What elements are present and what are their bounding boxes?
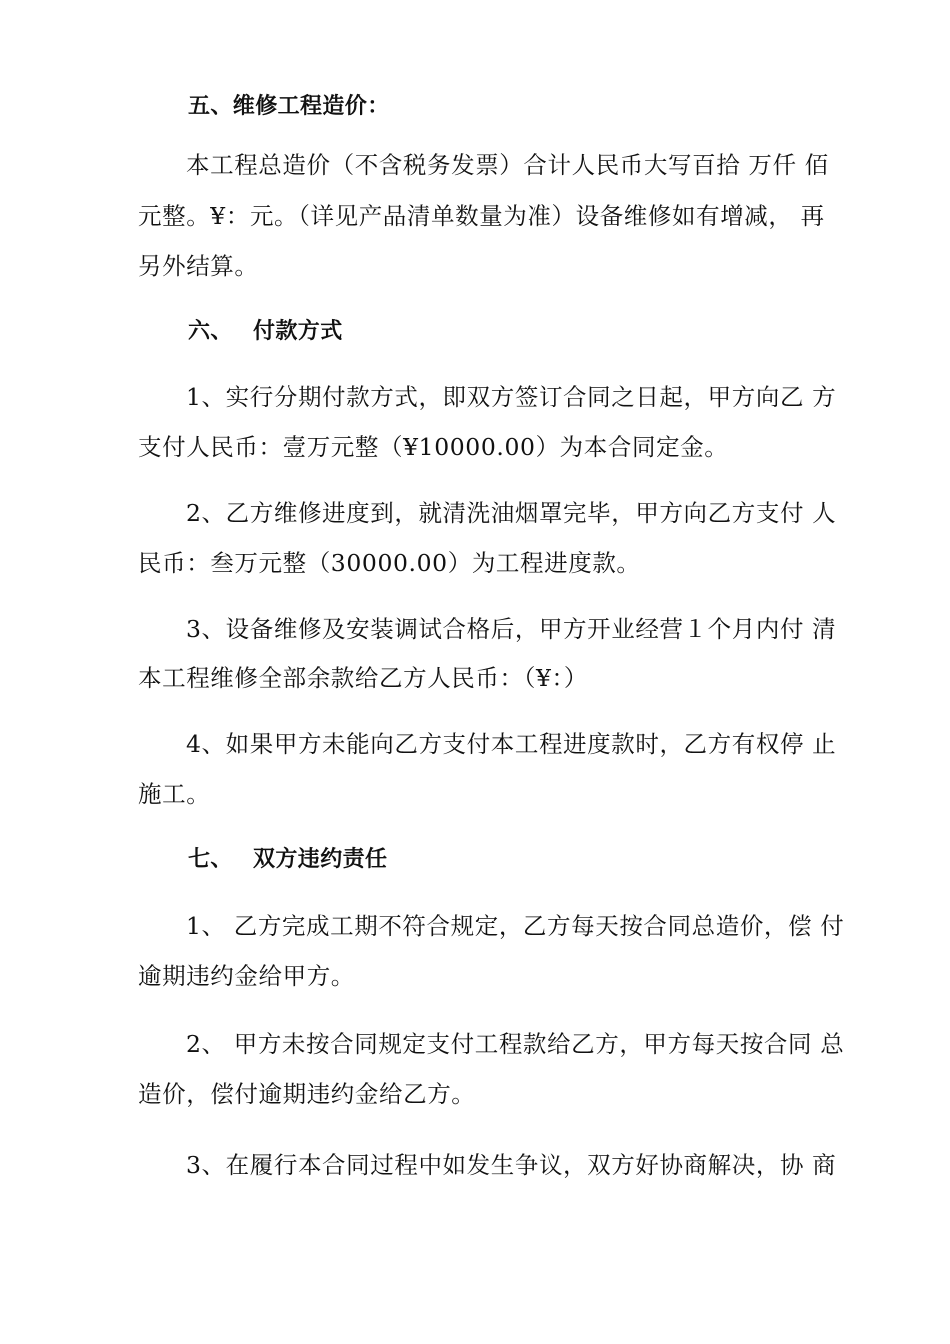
payment-clause-2-line-2: 民币：叁万元整（30000.00）为工程进度款。 bbox=[138, 549, 641, 577]
section-6-heading-title: 付款方式 bbox=[253, 319, 343, 344]
payment-clause-4-line-1: 4、如果甲方未能向乙方支付本工程进度款时，乙方有权停 止 bbox=[186, 730, 837, 758]
liability-clause-2-line-2: 造价，偿付逾期违约金给乙方。 bbox=[138, 1080, 476, 1108]
section-5-heading: 五、维修工程造价： bbox=[188, 94, 390, 119]
liability-clause-2-line-1: 2、 甲方未按合同规定支付工程款给乙方，甲方每天按合同 总 bbox=[186, 1030, 845, 1058]
section-6-heading-number: 六、 bbox=[188, 319, 233, 344]
payment-clause-1-line-1: 1、实行分期付款方式，即双方签订合同之日起，甲方向乙 方 bbox=[186, 383, 837, 411]
section-5-line-1: 本工程总造价（不含税务发票）合计人民币大写百拾 万仟 佰 bbox=[186, 151, 829, 179]
payment-clause-4-line-2: 施工。 bbox=[138, 780, 211, 808]
payment-clause-1-line-2: 支付人民币：壹万元整（¥10000.00）为本合同定金。 bbox=[138, 433, 729, 461]
payment-clause-3-line-1: 3、设备维修及安装调试合格后，甲方开业经营１个月内付 清 bbox=[186, 615, 837, 643]
liability-clause-1-line-1: 1、 乙方完成工期不符合规定，乙方每天按合同总造价，偿 付 bbox=[186, 912, 845, 940]
payment-clause-2-line-1: 2、乙方维修进度到，就清洗油烟罩完毕，甲方向乙方支付 人 bbox=[186, 499, 837, 527]
liability-clause-1-line-2: 逾期违约金给甲方。 bbox=[138, 962, 355, 990]
payment-clause-3-line-2: 本工程维修全部余款给乙方人民币：（¥：） bbox=[138, 664, 588, 692]
section-5-line-3: 另外结算。 bbox=[138, 252, 259, 280]
section-5-line-2: 元整。¥：元。（详见产品清单数量为准）设备维修如有增减， 再 bbox=[138, 202, 825, 230]
section-7-heading-title: 双方违约责任 bbox=[253, 847, 388, 872]
section-7-heading-number: 七、 bbox=[188, 847, 233, 872]
liability-clause-3-line-1: 3、在履行本合同过程中如发生争议，双方好协商解决，协 商 bbox=[186, 1151, 837, 1179]
